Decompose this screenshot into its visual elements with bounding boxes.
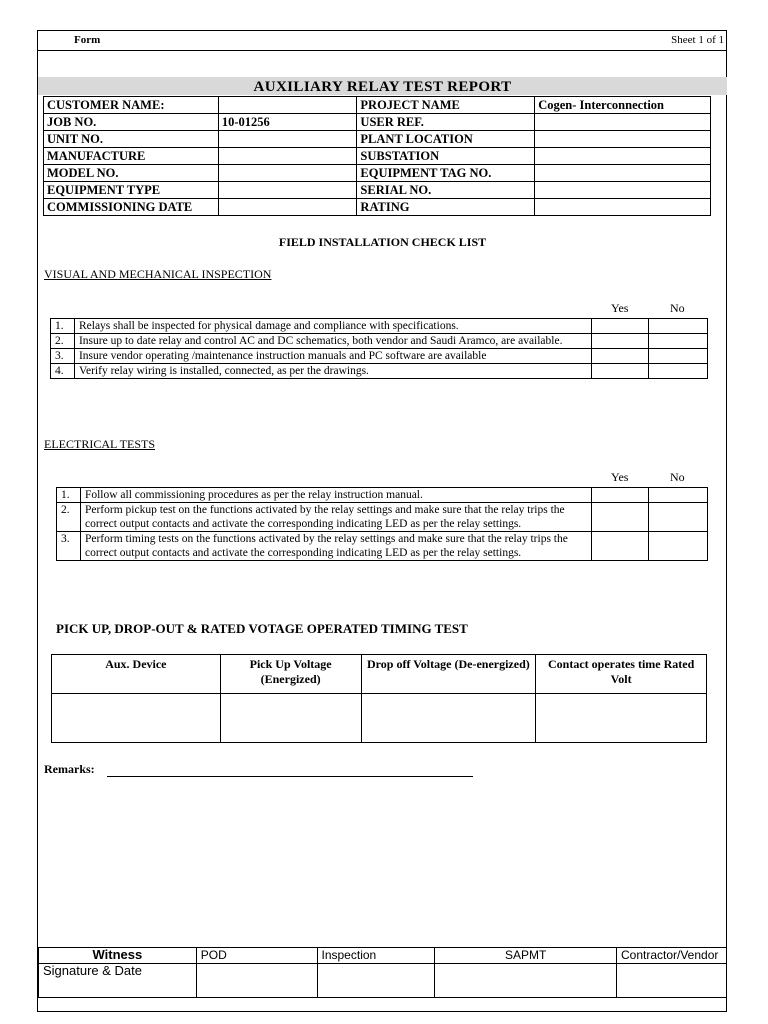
- sheet-number: Sheet 1 of 1: [671, 34, 724, 46]
- col-aux-device: Aux. Device: [52, 655, 221, 694]
- item-text: Relays shall be inspected for physical damage and compliance with specifications.: [74, 319, 591, 334]
- contact-time-cell[interactable]: [536, 694, 707, 743]
- witness-label: Witness: [39, 948, 197, 964]
- item-text: Follow all commissioning procedures as per the relay instruction manual.: [80, 488, 591, 503]
- item-number: 1.: [57, 488, 81, 503]
- info-row: [44, 148, 711, 165]
- pod-label: POD: [196, 948, 317, 964]
- no-checkbox-cell[interactable]: [649, 349, 708, 364]
- info-label: PLANT LOCATION: [357, 131, 535, 148]
- info-row: [44, 114, 711, 131]
- no-checkbox-cell[interactable]: [649, 334, 708, 349]
- info-value[interactable]: [218, 131, 357, 148]
- electrical-tests-heading: ELECTRICAL TESTS: [44, 437, 155, 451]
- item-number: 3.: [57, 532, 81, 561]
- no-checkbox-cell[interactable]: [649, 488, 708, 503]
- sapmt-label: SAPMT: [435, 948, 617, 964]
- sapmt-signature-cell[interactable]: [435, 964, 617, 998]
- timing-test-table: [51, 654, 707, 743]
- info-label: EQUIPMENT TYPE: [44, 182, 219, 199]
- info-label: SERIAL NO.: [357, 182, 535, 199]
- pickup-voltage-cell[interactable]: [220, 694, 361, 743]
- info-row: [44, 182, 711, 199]
- electrical-yes-header: Yes: [611, 470, 629, 484]
- no-checkbox-cell[interactable]: [649, 364, 708, 379]
- remarks-label: Remarks:: [44, 762, 95, 776]
- info-row: [44, 97, 711, 114]
- item-text: Verify relay wiring is installed, connected, as per the drawings.: [74, 364, 591, 379]
- info-row: [44, 131, 711, 148]
- visual-checklist: [50, 318, 708, 379]
- info-label: SUBSTATION: [357, 148, 535, 165]
- remarks-field[interactable]: [107, 776, 473, 777]
- col-pickup-voltage: Pick Up Voltage (Energized): [220, 655, 361, 694]
- info-value[interactable]: 10-01256: [218, 114, 357, 131]
- no-checkbox-cell[interactable]: [649, 503, 708, 532]
- electrical-no-header: No: [670, 470, 685, 484]
- aux-device-cell[interactable]: [52, 694, 221, 743]
- yes-checkbox-cell[interactable]: [592, 503, 649, 532]
- contractor-label: Contractor/Vendor: [616, 948, 726, 964]
- checklist-title: FIELD INSTALLATION CHECK LIST: [278, 235, 487, 249]
- form-label: Form: [74, 34, 101, 46]
- yes-checkbox-cell[interactable]: [592, 532, 649, 561]
- info-label: CUSTOMER NAME:: [44, 97, 219, 114]
- info-value[interactable]: [535, 199, 711, 216]
- inspection-signature-cell[interactable]: [317, 964, 435, 998]
- signature-date-label: Signature & Date: [39, 964, 197, 998]
- timing-test-heading: PICK UP, DROP-OUT & RATED VOTAGE OPERATED TIMING TEST: [56, 621, 468, 636]
- no-checkbox-cell[interactable]: [649, 319, 708, 334]
- item-text: Perform timing tests on the functions activated by the relay settings and make sure that the relay trips the correct output contacts and activate the corresponding indicating LED as per the relay settings.: [80, 532, 591, 561]
- inspection-label: Inspection: [317, 948, 435, 964]
- info-value[interactable]: [535, 182, 711, 199]
- visual-item: [51, 364, 708, 379]
- info-value[interactable]: [218, 182, 357, 199]
- electrical-checklist: [56, 487, 708, 561]
- info-label: JOB NO.: [44, 114, 219, 131]
- info-value[interactable]: [218, 97, 357, 114]
- info-label: UNIT NO.: [44, 131, 219, 148]
- item-number: 4.: [51, 364, 75, 379]
- yes-checkbox-cell[interactable]: [592, 488, 649, 503]
- item-text: Perform pickup test on the functions activated by the relay settings and make sure that the relay trips the correct output contacts and activate the corresponding indicating LED as per the relay settings.: [80, 503, 591, 532]
- contractor-signature-cell[interactable]: [616, 964, 726, 998]
- col-dropoff-voltage: Drop off Voltage (De-energized): [361, 655, 536, 694]
- info-value[interactable]: [535, 114, 711, 131]
- info-label: RATING: [357, 199, 535, 216]
- no-checkbox-cell[interactable]: [649, 532, 708, 561]
- visual-inspection-heading: VISUAL AND MECHANICAL INSPECTION: [44, 267, 272, 281]
- info-table: [43, 96, 711, 216]
- col-contact-time: Contact operates time Rated Volt: [536, 655, 707, 694]
- info-row: [44, 199, 711, 216]
- electrical-item: [57, 488, 708, 503]
- info-row: [44, 165, 711, 182]
- header-divider: [37, 50, 727, 51]
- info-label: USER REF.: [357, 114, 535, 131]
- info-value[interactable]: Cogen- Interconnection: [535, 97, 711, 114]
- electrical-item: [57, 532, 708, 561]
- item-number: 3.: [51, 349, 75, 364]
- info-value[interactable]: [218, 165, 357, 182]
- item-number: 2.: [57, 503, 81, 532]
- info-value[interactable]: [535, 131, 711, 148]
- visual-yes-header: Yes: [611, 301, 629, 315]
- signature-table: [38, 947, 727, 998]
- info-value[interactable]: [535, 148, 711, 165]
- info-label: EQUIPMENT TAG NO.: [357, 165, 535, 182]
- yes-checkbox-cell[interactable]: [592, 349, 649, 364]
- visual-no-header: No: [670, 301, 685, 315]
- visual-item: [51, 319, 708, 334]
- yes-checkbox-cell[interactable]: [592, 319, 649, 334]
- info-value[interactable]: [218, 148, 357, 165]
- pod-signature-cell[interactable]: [196, 964, 317, 998]
- report-title: AUXILIARY RELAY TEST REPORT: [253, 79, 512, 95]
- info-label: COMMISSIONING DATE: [44, 199, 219, 216]
- info-label: MANUFACTURE: [44, 148, 219, 165]
- visual-item: [51, 349, 708, 364]
- info-label: PROJECT NAME: [357, 97, 535, 114]
- dropoff-voltage-cell[interactable]: [361, 694, 536, 743]
- info-value[interactable]: [218, 199, 357, 216]
- yes-checkbox-cell[interactable]: [592, 334, 649, 349]
- info-label: MODEL NO.: [44, 165, 219, 182]
- info-value[interactable]: [535, 165, 711, 182]
- visual-item: [51, 334, 708, 349]
- item-text: Insure vendor operating /maintenance instruction manuals and PC software are available: [74, 349, 591, 364]
- item-number: 2.: [51, 334, 75, 349]
- electrical-item: [57, 503, 708, 532]
- item-text: Insure up to date relay and control AC and DC schematics, both vendor and Saudi Aramco, are available.: [74, 334, 591, 349]
- item-number: 1.: [51, 319, 75, 334]
- yes-checkbox-cell[interactable]: [592, 364, 649, 379]
